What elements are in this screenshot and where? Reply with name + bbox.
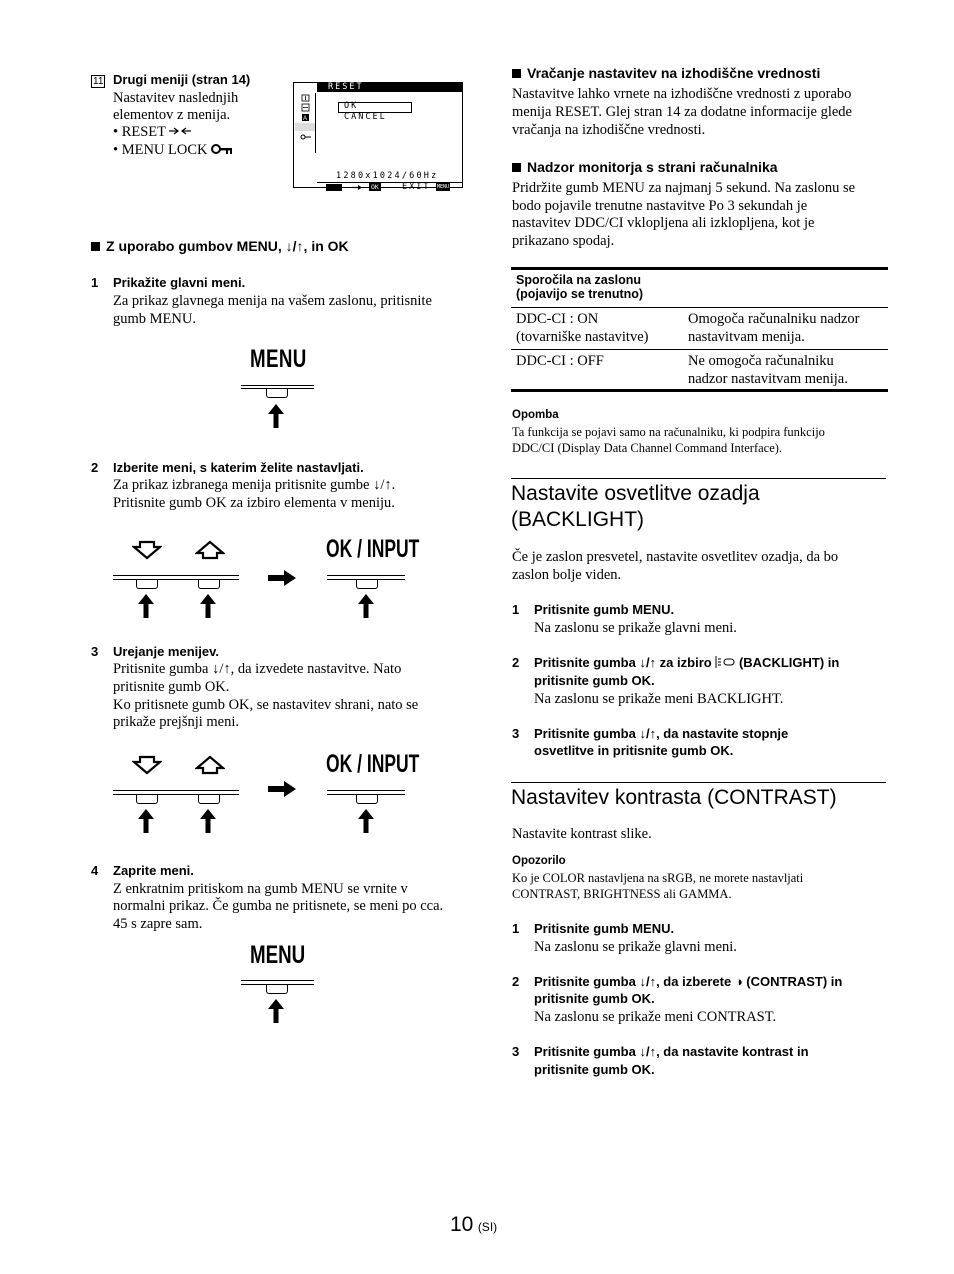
step1-line2: gumb MENU.: [113, 311, 196, 327]
caution-title: Opozorilo: [512, 855, 566, 867]
contrast-step1-body: Na zaslonu se prikaže glavni meni.: [534, 939, 737, 955]
down-button: [136, 580, 158, 589]
reset-line2: menija RESET. Glej stran 14 za dodatne informacije glede: [512, 104, 852, 120]
menu-button: [266, 389, 288, 398]
ddc-table-bottom-rule: [511, 389, 888, 392]
section-rule: [511, 782, 886, 783]
arrow-up-icon: [138, 809, 154, 833]
reset-icon: [169, 126, 191, 136]
section-rule: [511, 478, 886, 479]
button-rail: [113, 575, 239, 576]
step4-line2: normalni prikaz. Če gumba ne pritisnete, se meni po cca.: [113, 898, 444, 914]
arrow-right-icon: [268, 781, 296, 797]
ddc-row2-col1: DDC-CI : OFF: [516, 353, 604, 369]
backlight-step1-body: Na zaslonu se prikaže glavni meni.: [534, 620, 737, 636]
contrast-intro: Nastavite kontrast slike.: [512, 826, 652, 842]
reset-title: Vračanje nastavitev na izhodiščne vrednosti: [512, 64, 820, 82]
up-arrow-outline-icon: [195, 540, 225, 560]
note-title: Opomba: [512, 409, 559, 421]
button-rail: [113, 579, 239, 580]
ddc-row1-col2: Omogoča računalniku nadzor nastavitvam menija.: [688, 311, 860, 345]
pc-line2: bodo pojavile trenutne nastavitve Po 3 sekundah je: [512, 198, 808, 214]
up-button: [198, 580, 220, 589]
step4-title: 4 Zaprite meni.: [91, 863, 194, 878]
step1-line1: Za prikaz glavnega menija na vašem zaslonu, pritisnite: [113, 293, 432, 309]
contrast-step3-title-2: pritisnite gumb OK.: [534, 1062, 655, 1077]
backlight-step3-title-2: osvetlitve in pritisnite gumb OK.: [534, 743, 734, 758]
menu-label: MENU: [250, 941, 306, 969]
step2-line1: Za prikaz izbranega menija pritisnite gumbe ↓/↑.: [113, 477, 396, 493]
contrast-heading: Nastavitev kontrasta (CONTRAST): [511, 786, 837, 809]
button-rail: [113, 790, 239, 791]
osd-option-cancel: CANCEL: [344, 112, 387, 122]
backlight-step2-title: 2 Pritisnite gumba ↓/↑ za izbiro (BACKLIGHT) in: [512, 655, 840, 670]
osd-exit: EXIT: [402, 182, 431, 192]
backlight-icon: [715, 656, 735, 668]
backlight-step2-body: Na zaslonu se prikaže meni BACKLIGHT.: [534, 691, 784, 707]
backlight-step1-title: 1 Pritisnite gumb MENU.: [512, 602, 675, 617]
step2-title: 2 Izberite meni, s katerim želite nastavljati.: [91, 460, 364, 475]
page-number: 10 (SI): [450, 1213, 498, 1236]
osd-arrows-badge: [326, 184, 342, 191]
arrow-up-icon: [200, 809, 216, 833]
arrow-up-icon: [268, 999, 284, 1023]
step3-line3: Ko pritisnete gumb OK, se nastavitev shrani, nato se: [113, 697, 419, 713]
reset-line3: vračanja na izhodiščne vrednosti.: [512, 122, 706, 138]
contrast-step1-title: 1 Pritisnite gumb MENU.: [512, 921, 675, 936]
button-rail: [241, 980, 314, 981]
backlight-step2-title-2: pritisnite gumb OK.: [534, 673, 655, 688]
arrow-up-icon: [358, 809, 374, 833]
button-rail: [241, 385, 314, 386]
arrow-up-icon: [358, 594, 374, 618]
step3-title: 3 Urejanje menijev.: [91, 644, 219, 659]
osd-menu-badge: MENU: [437, 184, 450, 190]
backlight-intro-2: zaslon bolje viden.: [512, 567, 622, 583]
button-rail: [113, 794, 239, 795]
backlight-intro-1: Če je zaslon presvetel, nastavite osvetlitev ozadja, da bo: [512, 549, 839, 565]
ddc-table-row-rule: [511, 349, 888, 350]
backlight-step3-title: 3 Pritisnite gumba ↓/↑, da nastavite stopnje: [512, 726, 789, 741]
item11-bullet-menulock: • MENU LOCK: [113, 141, 233, 159]
step2-line2: Pritisnite gumb OK za izbiro elementa v meniju.: [113, 495, 395, 511]
osd-ok-badge: OK: [371, 183, 379, 191]
section-buttons-title: Z uporabo gumbov MENU, ↓/↑, in OK: [91, 237, 349, 255]
osd-selected-icon-bg: [295, 123, 315, 131]
ddc-row1-col1: DDC-CI : ON (tovarniške nastavitve): [516, 311, 649, 345]
svg-text:A: A: [303, 116, 308, 122]
pc-line1: Pridržite gumb MENU za najmanj 5 sekund. Na zaslonu se: [512, 180, 856, 196]
backlight-heading: Nastavite osvetlitve ozadja (BACKLIGHT): [511, 482, 760, 531]
ddc-table-row-rule: [511, 307, 888, 308]
reset-line1: Nastavitve lahko vrnete na izhodiščne vrednosti z uporabo: [512, 86, 852, 102]
contrast-step2-body: Na zaslonu se prikaže meni CONTRAST.: [534, 1009, 777, 1025]
menu-button-illustration-1: [250, 345, 326, 373]
ddc-row2-col2: Ne omogoča računalniku nadzor nastavitvam menija.: [688, 353, 848, 387]
contrast-step3-title: 3 Pritisnite gumba ↓/↑, da nastavite kontrast in: [512, 1044, 809, 1059]
osd-resolution: 1280x1024/60Hz: [336, 171, 439, 181]
pc-line3: nastavitev DDC/CI vklopljena ali izklopljena, kot je: [512, 215, 815, 231]
item-marker: 11: [93, 76, 104, 87]
caution-line2: CONTRAST, BRIGHTNESS ali GAMMA.: [512, 887, 732, 901]
button-rail: [327, 790, 405, 791]
step1-title: 1 Prikažite glavni meni.: [91, 275, 246, 290]
down-arrow-outline-icon: [132, 540, 162, 560]
updown-icon: [326, 190, 342, 197]
arrow-up-icon: [268, 404, 284, 428]
up-arrow-outline-icon: [195, 755, 225, 775]
caution-line1: Ko je COLOR nastavljena na sRGB, ne morete nastavljati: [512, 871, 804, 885]
menu-label: MENU: [250, 345, 307, 373]
step3-line4: prikaže prejšnji meni.: [113, 714, 240, 730]
osd-enter-arrow-icon: [352, 184, 362, 191]
step3-line1: Pritisnite gumba ↓/↑, da izvedete nastavitve. Nato: [113, 661, 402, 677]
arrow-up-icon: [200, 594, 216, 618]
item11-desc-1: Nastavitev naslednjih: [113, 90, 239, 106]
contrast-step2-title: 2 Pritisnite gumba ↓/↑, da izberete ◑ (CONTRAST) in: [512, 974, 843, 989]
step3-line2: pritisnite gumb OK.: [113, 679, 230, 695]
down-arrow-outline-icon: [132, 755, 162, 775]
ddc-table-top-rule: [511, 267, 888, 270]
step4-line1: Z enkratnim pritiskom na gumb MENU se vrnite v: [113, 881, 408, 897]
pc-line4: prikazano spodaj.: [512, 233, 615, 249]
ok-button: [356, 580, 378, 589]
ok-input-label: OK / INPUT: [326, 750, 420, 778]
arrow-up-icon: [138, 594, 154, 618]
step4-line3: 45 s zapre sam.: [113, 916, 203, 932]
ok-input-label: OK / INPUT: [326, 535, 420, 563]
item11-desc-2: elementov z menija.: [113, 107, 231, 123]
arrow-right-icon: [268, 570, 296, 586]
contrast-step2-title-2: pritisnite gumb OK.: [534, 991, 655, 1006]
item11-title: Drugi meniji (stran 14): [113, 72, 251, 87]
ddc-table-header: Sporočila na zaslonu (pojavijo se trenutno): [516, 273, 644, 301]
item11-bullet-reset: • RESET: [113, 123, 191, 141]
osd-title: RESET: [328, 82, 364, 92]
down-button: [136, 795, 158, 804]
menu-button: [266, 985, 288, 994]
ok-button: [356, 795, 378, 804]
up-button: [198, 795, 220, 804]
button-rail: [327, 575, 405, 576]
osd-option-ok: OK: [344, 101, 359, 111]
key-icon: [211, 143, 233, 155]
note-line2: DDC/CI (Display Data Channel Command Interface).: [512, 441, 783, 455]
osd-reset-menu: [293, 82, 463, 192]
pc-title: Nadzor monitorja s strani računalnika: [512, 158, 778, 176]
note-line1: Ta funkcija se pojavi samo na računalniku, ki podpira funkcijo: [512, 425, 825, 439]
